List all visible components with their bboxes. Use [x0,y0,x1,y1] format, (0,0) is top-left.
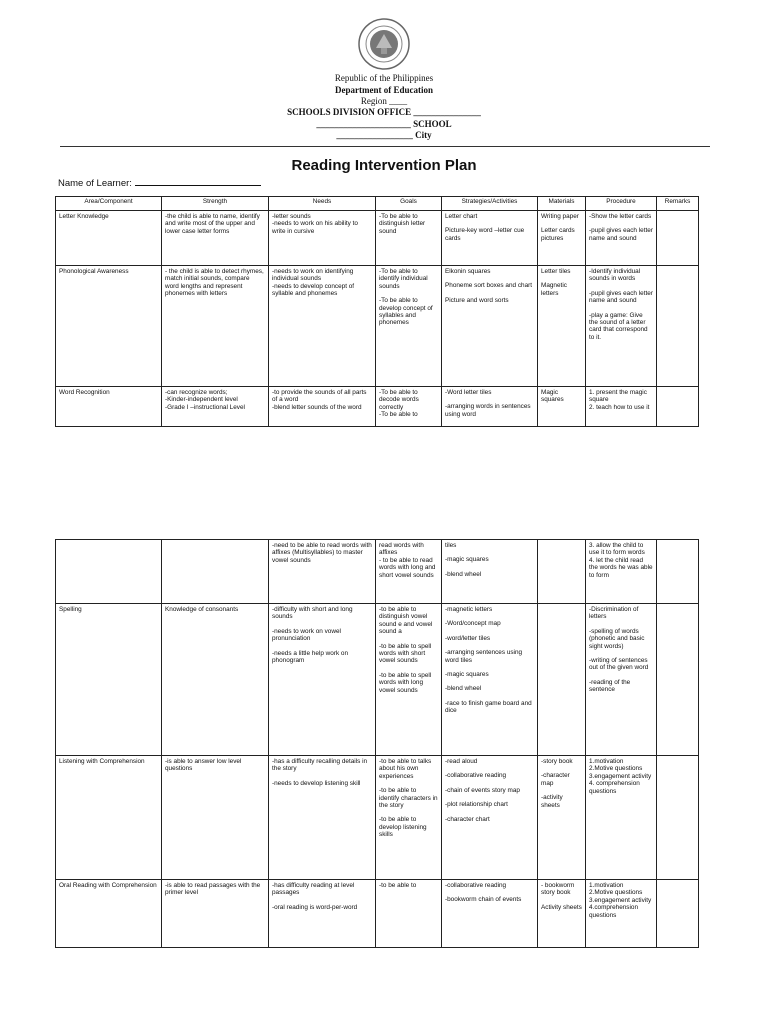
header-city: _________________ City [336,130,432,140]
intervention-table-part1 [55,196,699,427]
cell-text: -has difficulty reading at level passages [272,882,355,897]
cell-needs [269,880,376,948]
cell-text: -has a difficulty recalling details in the story [272,758,368,773]
cell-text: Phonological Awareness [59,268,129,275]
table-row [56,387,699,427]
cell-text: -pupil gives each letter name and sound [589,227,653,242]
cell-area [56,880,162,948]
cell-text: 1.motivation 2.Motive questions 3.engagement activity 4. comprehension questions [589,758,652,795]
cell-text: -spelling of words (phonetic and basic sight words) [589,627,645,650]
cell-text: -To be able to decode words correctly -To be able to [379,389,419,419]
cell-text: -Word letter tiles [445,389,492,396]
cell-strategies [442,756,538,880]
cell-materials [538,756,586,880]
cell-text: -to be able to talks about his own experiences [379,758,432,780]
cell-remarks [657,540,699,604]
cell-remarks [657,756,699,880]
cell-strength [162,540,269,604]
cell-text: -Identify individual sounds in words [589,268,641,283]
cell-text: -to be able to identify characters in the story [379,787,438,810]
cell-text: -to be able to spell words with long vowel sounds [379,671,432,694]
cell-text: -arranging sentences using word tiles [445,649,523,664]
cell-text: -arranging words in sentences using word [445,403,531,418]
cell-text: -race to finish game board and dice [445,699,532,715]
cell-strategies [442,211,538,266]
cell-strategies [442,880,538,948]
cell-text: -Discrimination of letters [589,606,639,621]
cell-text: -collaborative reading [445,772,507,780]
cell-text: -difficulty with short and long sounds [272,606,353,621]
cell-area [56,604,162,756]
cell-text: -play a game: Give the sound of a letter card that correspond to it. [589,311,648,341]
cell-text: Spelling [59,606,82,613]
cell-text: -the child is able to name, identify and write most of the upper and lower case letter forms [165,213,260,235]
cell-remarks [657,604,699,756]
cell-text: -Word/concept map [445,620,501,628]
header-division-office: SCHOOLS DIVISION OFFICE _______________ [287,107,481,117]
cell-goals [376,756,442,880]
cell-materials [538,266,586,387]
cell-text: -need to be able to read words with affixes (Multisyllables) to master vowel sounds [272,542,372,564]
cell-goals [376,540,442,604]
cell-text: 3. allow the child to use it to form words 4. let the child read the words he was able to form [589,542,653,579]
cell-area [56,211,162,266]
learner-name-label: Name of Learner: [58,178,132,189]
table2-body [56,540,699,948]
header-school: _____________________ SCHOOL [316,119,452,129]
cell-text: 1. present the magic square 2. teach how to use it [589,389,650,411]
cell-goals [376,266,442,387]
cell-text: -needs to develop listening skill [272,779,361,787]
cell-text: -needs to work on identifying individual sounds -needs to develop concept of syllable and phonemes [272,268,355,298]
cell-text: -To be able to identify individual sounds [379,268,428,290]
cell-text: Oral Reading with Comprehension [59,882,157,889]
cell-materials [538,880,586,948]
cell-materials [538,387,586,427]
cell-needs [269,604,376,756]
cell-text: Phoneme sort boxes and chart [445,282,533,290]
cell-procedure [586,387,657,427]
cell-materials [538,540,586,604]
cell-text: -to be able to develop listening skills [379,816,427,839]
cell-text: -to be able to spell words with short vowel sounds [379,642,432,665]
cell-text: Writing paper [541,213,579,220]
cell-strength [162,211,269,266]
header-republic: Republic of the Philippines [334,73,434,83]
cell-goals [376,604,442,756]
header-department: Department of Education [335,85,433,95]
cell-remarks [657,387,699,427]
column-header: Strategies/Activities [442,197,538,211]
cell-text: -is able to answer low level questions [165,758,242,773]
cell-text: tiles [445,542,457,549]
cell-text: -blend wheel [445,570,482,578]
cell-text: Activity sheets [541,903,582,911]
cell-remarks [657,266,699,387]
cell-text: Letter cards pictures [541,227,575,242]
cell-materials [538,604,586,756]
cell-text: - the child is able to detect rhymes, match initial sounds, compare word lengths and represent phonemes with letters [165,268,264,298]
cell-needs [269,756,376,880]
cell-strength [162,756,269,880]
cell-text: -word/letter tiles [445,634,491,642]
cell-strength [162,604,269,756]
cell-text: Knowledge of consonants [165,606,239,613]
cell-remarks [657,880,699,948]
cell-strength [162,266,269,387]
cell-text: -pupil gives each letter name and sound [589,289,653,305]
cell-text: 1.motivation 2.Motive questions 3.engagement activity 4.comprehension questions [589,882,652,919]
header-region: Region ____ [360,96,408,106]
deped-seal-logo [358,18,410,70]
cell-text: Letter Knowledge [59,213,109,220]
table-row [56,880,699,948]
cell-procedure [586,540,657,604]
cell-text: -plot relationship chart [445,801,508,809]
column-header: Remarks [657,197,699,211]
cell-text: -read aloud [445,758,478,765]
cell-text: - bookworm story book [541,882,575,897]
cell-text: -chain of events story map [445,786,520,794]
table-row [56,540,699,604]
table-row [56,756,699,880]
cell-needs [269,266,376,387]
table-header-row [56,197,699,211]
cell-remarks [657,211,699,266]
cell-procedure [586,211,657,266]
cell-text: -story book [541,758,573,765]
cell-text: Word Recognition [59,389,110,396]
table-row [56,266,699,387]
header-divider [60,146,710,147]
cell-procedure [586,756,657,880]
cell-procedure [586,266,657,387]
learner-name-blank [135,176,261,186]
cell-text: -can recognize words; -Kinder-independent level -Grade I –instructional Level [165,389,245,411]
cell-strength [162,880,269,948]
intervention-table-part2 [55,539,699,948]
cell-text: -blend wheel [445,685,482,693]
cell-area [56,756,162,880]
cell-strategies [442,266,538,387]
cell-text: Picture and word sorts [445,296,509,304]
cell-text: -magic squares [445,671,489,679]
cell-text: -To be able to distinguish letter sound [379,213,426,235]
cell-text: -bookworm chain of events [445,896,522,904]
cell-text: -magic squares [445,556,489,564]
cell-strategies [442,387,538,427]
cell-procedure [586,880,657,948]
cell-text: -writing of sentences out of the given word [589,657,649,672]
cell-text: -to be able to distinguish vowel sound e and vowel sound a [379,606,433,636]
cell-text: -letter sounds -needs to work on his ability to write in cursive [272,213,358,235]
cell-procedure [586,604,657,756]
cell-text: -to provide the sounds of all parts of a word -blend letter sounds of the word [272,389,367,411]
cell-goals [376,211,442,266]
cell-text: -To be able to develop concept of syllables and phonemes [379,297,433,327]
cell-strength [162,387,269,427]
cell-text: -Show the letter cards [589,213,652,220]
cell-text: -needs to work on vowel pronunciation [272,627,341,643]
column-header: Strength [162,197,269,211]
cell-text: read words with affixes - to be able to read words with long and short vowel sounds [379,542,436,579]
cell-materials [538,211,586,266]
table-row [56,604,699,756]
cell-text: -oral reading is word-per-word [272,903,358,911]
cell-text: Magic squares [541,389,564,404]
cell-area [56,266,162,387]
cell-needs [269,211,376,266]
cell-text: -character chart [445,815,490,823]
table1-body [56,211,699,427]
cell-text: Elkonin squares [445,268,491,275]
cell-area [56,540,162,604]
cell-strategies [442,540,538,604]
column-header: Area/Component [56,197,162,211]
page-title: Reading Intervention Plan [291,157,477,174]
cell-text: -reading of the sentence [589,678,631,694]
cell-needs [269,540,376,604]
cell-area [56,387,162,427]
learner-name-field [58,176,261,189]
cell-text: Listening with Comprehension [59,758,145,765]
column-header: Goals [376,197,442,211]
cell-goals [376,880,442,948]
cell-text: -is able to read passages with the primer level [165,882,261,897]
column-header: Materials [538,197,586,211]
table-row [56,211,699,266]
cell-text: Picture-key word –letter cue cards [445,227,525,242]
cell-text: Magnetic letters [541,282,567,297]
cell-strategies [442,604,538,756]
cell-needs [269,387,376,427]
cell-goals [376,387,442,427]
cell-text: -to be able to [379,882,417,889]
column-header: Procedure [586,197,657,211]
cell-text: -magnetic letters [445,606,493,613]
cell-text: -collaborative reading [445,882,507,889]
cell-text: Letter tiles [541,268,571,275]
cell-text: -character map [541,772,570,787]
cell-text: -activity sheets [541,794,563,809]
cell-text: -needs a little help work on phonogram [272,649,349,665]
column-header: Needs [269,197,376,211]
cell-text: Letter chart [445,213,478,220]
